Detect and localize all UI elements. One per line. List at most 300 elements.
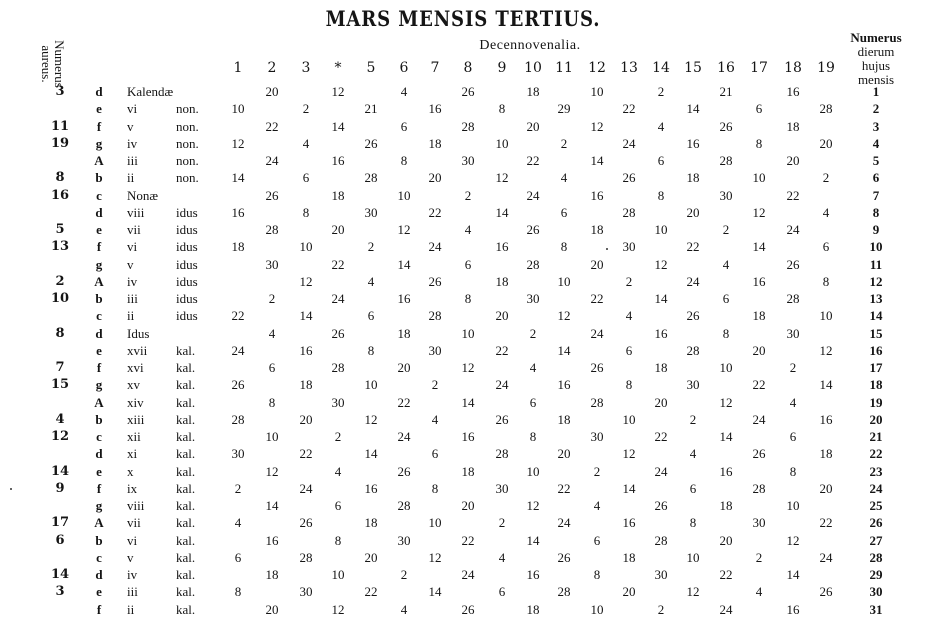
epact-value: 8	[431, 481, 439, 496]
epact-value: 16	[265, 533, 279, 548]
golden-number: 14	[50, 567, 70, 582]
epact-value: 14	[622, 481, 636, 496]
day-name: vii	[127, 222, 141, 237]
epact-value: 30	[397, 533, 411, 548]
golden-number: 6	[55, 533, 65, 548]
epact-value: 10	[819, 308, 833, 323]
epact-value: 10	[526, 464, 540, 479]
day-name: v	[127, 119, 134, 134]
epact-value: 8	[657, 188, 665, 203]
epact-value: 8	[789, 464, 797, 479]
epact-value: 8	[625, 377, 633, 392]
epact-value: 20	[654, 395, 668, 410]
epact-value: 2	[689, 412, 697, 427]
day-number: 30	[869, 584, 883, 599]
epact-value: 2	[625, 274, 633, 289]
day-unit: non.	[176, 170, 199, 185]
epact-value: 24	[557, 515, 571, 530]
epact-value: 12	[819, 343, 833, 358]
epact-value: 6	[822, 239, 830, 254]
epact-value: 4	[268, 326, 276, 341]
epact-value: 2	[529, 326, 537, 341]
dominical-letter: c	[96, 550, 102, 565]
epact-value: 12	[397, 222, 411, 237]
epact-value: 26	[231, 377, 245, 392]
epact-value: 14	[590, 153, 604, 168]
epact-value: 4	[822, 205, 830, 220]
epact-value: 24	[461, 567, 475, 582]
epact-value: 2	[464, 188, 472, 203]
epact-value: 12	[331, 602, 345, 617]
numerus-aureus-header	[40, 40, 66, 88]
golden-number: 19	[50, 136, 70, 151]
dominical-letter: f	[96, 119, 102, 134]
epact-value: 8	[529, 429, 537, 444]
epact-value: 6	[593, 533, 601, 548]
epact-value: 28	[265, 222, 279, 237]
epact-value: 21	[719, 84, 733, 99]
day-name: xii	[127, 429, 141, 444]
epact-value: 22	[265, 119, 279, 134]
dominical-letter: e	[96, 343, 102, 358]
epact-value: 14	[752, 239, 766, 254]
day-number: 5	[872, 153, 880, 168]
day-name: vi	[127, 239, 138, 254]
day-name: ix	[127, 481, 138, 496]
epact-value: 20	[819, 481, 833, 496]
epact-value: 26	[495, 412, 509, 427]
epact-value: 30	[495, 481, 509, 496]
epact-value: 10	[752, 170, 766, 185]
epact-value: 24	[331, 291, 345, 306]
dominical-letter: d	[95, 326, 103, 341]
dominical-letter: f	[96, 481, 102, 496]
day-unit: idus	[176, 308, 198, 323]
epact-value: 16	[719, 464, 733, 479]
epact-value: 4	[367, 274, 375, 289]
epact-value: 10	[397, 188, 411, 203]
column-number: 9	[497, 60, 507, 76]
epact-value: 2	[400, 567, 408, 582]
epact-value: 24	[526, 188, 540, 203]
epact-value: 16	[654, 326, 668, 341]
epact-value: 6	[268, 360, 276, 375]
golden-number: 12	[50, 429, 70, 444]
epact-value: 12	[495, 170, 509, 185]
dominical-letter: b	[95, 412, 103, 427]
epact-value: 2	[657, 84, 665, 99]
epact-value: 6	[498, 584, 506, 599]
epact-value: 24	[786, 222, 800, 237]
column-number: 19	[817, 60, 835, 76]
epact-value: 12	[654, 257, 668, 272]
epact-value: 26	[364, 136, 378, 151]
epact-value: 10	[654, 222, 668, 237]
epact-value: 14	[495, 205, 509, 220]
epact-value: 16	[231, 205, 245, 220]
dominical-letter: d	[95, 84, 103, 99]
day-name: iv	[127, 136, 138, 151]
column-number: 3	[301, 60, 311, 76]
epact-value: 22	[819, 515, 833, 530]
epact-value: 2	[302, 101, 310, 116]
epact-value: 26	[265, 188, 279, 203]
epact-value: 6	[367, 308, 375, 323]
epact-value: 4	[593, 498, 601, 513]
epact-value: 12	[364, 412, 378, 427]
day-number: 14	[869, 308, 883, 323]
epact-value: 10	[299, 239, 313, 254]
day-number: 28	[869, 550, 883, 565]
epact-value: 18	[428, 136, 442, 151]
epact-value: 30	[686, 377, 700, 392]
epact-value: 16	[752, 274, 766, 289]
epact-value: 18	[397, 326, 411, 341]
epact-value: 24	[265, 153, 279, 168]
epact-value: 20	[622, 584, 636, 599]
day-number: 7	[872, 188, 880, 203]
day-number: 29	[869, 567, 883, 582]
day-number: 15	[869, 326, 883, 341]
day-number: 25	[869, 498, 883, 513]
epact-value: 20	[265, 84, 279, 99]
epact-value: 4	[498, 550, 506, 565]
epact-value: 28	[786, 291, 800, 306]
epact-value: 16	[590, 188, 604, 203]
epact-value: 16	[686, 136, 700, 151]
epact-value: 26	[622, 170, 636, 185]
epact-value: 26	[397, 464, 411, 479]
day-name: iii	[127, 153, 138, 168]
epact-value: 22	[686, 239, 700, 254]
golden-number: 2	[55, 274, 65, 289]
epact-value: 28	[397, 498, 411, 513]
day-name: xiii	[127, 412, 145, 427]
day-unit: idus	[176, 257, 198, 272]
epact-value: 2	[268, 291, 276, 306]
dominical-letter: b	[95, 170, 103, 185]
dominical-letter: c	[96, 429, 102, 444]
day-unit: kal.	[176, 412, 196, 427]
column-number: 17	[750, 60, 768, 76]
epact-value: 22	[495, 343, 509, 358]
day-unit: idus	[176, 239, 198, 254]
epact-value: 26	[557, 550, 571, 565]
golden-number: 3	[55, 84, 65, 99]
column-number: 10	[524, 60, 542, 76]
epact-value: 24	[590, 326, 604, 341]
dominical-letter: c	[96, 308, 102, 323]
epact-value: 26	[526, 222, 540, 237]
epact-value: 20	[786, 153, 800, 168]
day-name: vi	[127, 101, 138, 116]
day-name: iii	[127, 291, 138, 306]
epact-value: 26	[299, 515, 313, 530]
day-number: 1	[872, 84, 880, 99]
dominical-letter: c	[96, 188, 102, 203]
epact-value: 10	[265, 429, 279, 444]
epact-value: 10	[590, 84, 604, 99]
epact-value: 24	[397, 429, 411, 444]
column-number: *	[334, 60, 342, 76]
dominical-letter: d	[95, 446, 103, 461]
epact-value: 4	[334, 464, 342, 479]
dominical-letter: d	[95, 205, 103, 220]
epact-value: 12	[526, 498, 540, 513]
epact-value: 12	[331, 84, 345, 99]
day-name: viii	[127, 205, 145, 220]
column-number: 14	[652, 60, 670, 76]
golden-number: 14	[50, 464, 70, 479]
epact-value: 2	[334, 429, 342, 444]
speck	[606, 248, 608, 250]
epact-value: 6	[689, 481, 697, 496]
epact-value: 18	[557, 412, 571, 427]
dominical-letter: g	[95, 257, 103, 272]
epact-value: 30	[428, 343, 442, 358]
dominical-letter: g	[95, 377, 103, 392]
dominical-letter: e	[96, 101, 102, 116]
speck	[10, 488, 12, 490]
epact-value: 28	[299, 550, 313, 565]
epact-value: 24	[719, 602, 733, 617]
epact-value: 14	[786, 567, 800, 582]
epact-value: 22	[461, 533, 475, 548]
epact-value: 30	[719, 188, 733, 203]
epact-value: 18	[299, 377, 313, 392]
golden-number: 8	[55, 326, 65, 341]
epact-value: 30	[231, 446, 245, 461]
epact-value: 18	[495, 274, 509, 289]
dominical-letter: e	[96, 464, 102, 479]
epact-value: 18	[686, 170, 700, 185]
dominical-letter: f	[96, 602, 102, 617]
day-number: 8	[872, 205, 880, 220]
day-number: 26	[869, 515, 883, 530]
epact-value: 10	[364, 377, 378, 392]
day-name: v	[127, 257, 134, 272]
golden-number: 4	[55, 412, 65, 427]
dominical-letter: e	[96, 584, 102, 599]
epact-value: 20	[526, 119, 540, 134]
day-name: iv	[127, 567, 138, 582]
epact-value: 4	[529, 360, 537, 375]
epact-value: 26	[654, 498, 668, 513]
epact-value: 10	[495, 136, 509, 151]
epact-value: 6	[722, 291, 730, 306]
dominical-letter: f	[96, 239, 102, 254]
epact-value: 2	[789, 360, 797, 375]
epact-value: 18	[526, 84, 540, 99]
day-unit: kal.	[176, 515, 196, 530]
golden-number: 11	[50, 119, 70, 134]
epact-value: 28	[364, 170, 378, 185]
epact-value: 6	[302, 170, 310, 185]
epact-value: 20	[719, 533, 733, 548]
epact-value: 26	[461, 602, 475, 617]
epact-value: 30	[622, 239, 636, 254]
dominical-letter: e	[96, 222, 102, 237]
epact-value: 26	[461, 84, 475, 99]
day-unit: kal.	[176, 464, 196, 479]
epact-value: 30	[590, 429, 604, 444]
day-unit: kal.	[176, 343, 196, 358]
epact-value: 4	[625, 308, 633, 323]
epact-value: 8	[755, 136, 763, 151]
column-number: 2	[267, 60, 277, 76]
epact-value: 18	[461, 464, 475, 479]
day-number: 4	[872, 136, 880, 151]
dominical-letter: A	[94, 274, 104, 289]
epact-value: 30	[752, 515, 766, 530]
column-number: 1	[233, 60, 243, 76]
epact-value: 30	[526, 291, 540, 306]
epact-value: 24	[231, 343, 245, 358]
epact-value: 10	[557, 274, 571, 289]
epact-value: 6	[400, 119, 408, 134]
epact-value: 28	[590, 395, 604, 410]
day-name: x	[127, 464, 134, 479]
epact-value: 14	[331, 119, 345, 134]
epact-value: 2	[560, 136, 568, 151]
epact-value: 14	[397, 257, 411, 272]
epact-value: 16	[364, 481, 378, 496]
epact-value: 4	[657, 119, 665, 134]
day-unit: kal.	[176, 481, 196, 496]
day-number: 11	[869, 257, 883, 272]
day-name: Kalendæ	[127, 84, 174, 99]
epact-value: 8	[302, 205, 310, 220]
day-number: 19	[869, 395, 883, 410]
epact-value: 28	[495, 446, 509, 461]
day-number: 18	[869, 377, 883, 392]
epact-value: 12	[265, 464, 279, 479]
day-name: viii	[127, 498, 145, 513]
epact-value: 18	[231, 239, 245, 254]
right-header-line-2: dierum	[857, 44, 895, 59]
epact-value: 20	[686, 205, 700, 220]
epact-value: 30	[331, 395, 345, 410]
epact-value: 18	[590, 222, 604, 237]
day-unit: non.	[176, 136, 199, 151]
epact-value: 6	[657, 153, 665, 168]
epact-value: 26	[819, 584, 833, 599]
epact-value: 22	[526, 153, 540, 168]
day-number: 2	[872, 101, 880, 116]
epact-value: 14	[526, 533, 540, 548]
epact-value: 30	[654, 567, 668, 582]
epact-value: 14	[265, 498, 279, 513]
golden-number: 8	[55, 170, 65, 185]
day-unit: kal.	[176, 602, 196, 617]
column-number: 6	[399, 60, 409, 76]
epact-value: 14	[364, 446, 378, 461]
dominical-letter: g	[95, 498, 103, 513]
epact-value: 6	[431, 446, 439, 461]
epact-value: 16	[622, 515, 636, 530]
epact-value: 10	[590, 602, 604, 617]
epact-value: 10	[331, 567, 345, 582]
day-name: vii	[127, 515, 141, 530]
day-unit: idus	[176, 205, 198, 220]
epact-value: 26	[686, 308, 700, 323]
epact-value: 26	[752, 446, 766, 461]
epact-value: 30	[461, 153, 475, 168]
epact-value: 20	[331, 222, 345, 237]
day-number: 13	[869, 291, 883, 306]
day-number: 12	[869, 274, 883, 289]
epact-value: 14	[461, 395, 475, 410]
day-name: xi	[127, 446, 138, 461]
column-number: 11	[555, 60, 573, 76]
epact-value: 14	[719, 429, 733, 444]
epact-value: 8	[334, 533, 342, 548]
epact-value: 10	[461, 326, 475, 341]
epact-value: 20	[752, 343, 766, 358]
column-number: 7	[430, 60, 440, 76]
epact-value: 4	[400, 602, 408, 617]
epact-value: 2	[431, 377, 439, 392]
epact-value: 12	[428, 550, 442, 565]
epact-value: 14	[428, 584, 442, 599]
epact-value: 6	[789, 429, 797, 444]
dominical-letter: A	[94, 395, 104, 410]
day-name: Idus	[127, 326, 150, 341]
day-name: vi	[127, 533, 138, 548]
day-unit: idus	[176, 291, 198, 306]
epact-value: 16	[819, 412, 833, 427]
epact-value: 22	[397, 395, 411, 410]
epact-value: 24	[686, 274, 700, 289]
epact-value: 22	[786, 188, 800, 203]
golden-number: 5	[55, 222, 65, 237]
epact-value: 22	[331, 257, 345, 272]
epact-value: 10	[686, 550, 700, 565]
epact-value: 18	[654, 360, 668, 375]
day-unit: non.	[176, 153, 199, 168]
day-number: 6	[872, 170, 880, 185]
epact-value: 12	[461, 360, 475, 375]
epact-value: 30	[299, 584, 313, 599]
epact-value: 28	[752, 481, 766, 496]
dominical-letter: b	[95, 291, 103, 306]
epact-value: 28	[719, 153, 733, 168]
epact-value: 22	[557, 481, 571, 496]
day-number: 10	[869, 239, 883, 254]
day-name: ii	[127, 170, 135, 185]
day-unit: kal.	[176, 567, 196, 582]
column-number: 13	[620, 60, 638, 76]
epact-value: 2	[722, 222, 730, 237]
epact-value: 12	[752, 205, 766, 220]
day-number: 22	[869, 446, 883, 461]
epact-value: 6	[234, 550, 242, 565]
epact-value: 2	[657, 602, 665, 617]
epact-value: 6	[529, 395, 537, 410]
golden-number: 7	[55, 360, 65, 375]
epact-value: 10	[622, 412, 636, 427]
epact-value: 10	[719, 360, 733, 375]
day-number: 17	[869, 360, 883, 375]
epact-value: 2	[498, 515, 506, 530]
golden-number: 13	[50, 239, 70, 254]
epact-value: 26	[428, 274, 442, 289]
epact-value: 24	[622, 136, 636, 151]
day-unit: kal.	[176, 550, 196, 565]
epact-value: 28	[526, 257, 540, 272]
column-number: 12	[588, 60, 606, 76]
epact-value: 28	[428, 308, 442, 323]
